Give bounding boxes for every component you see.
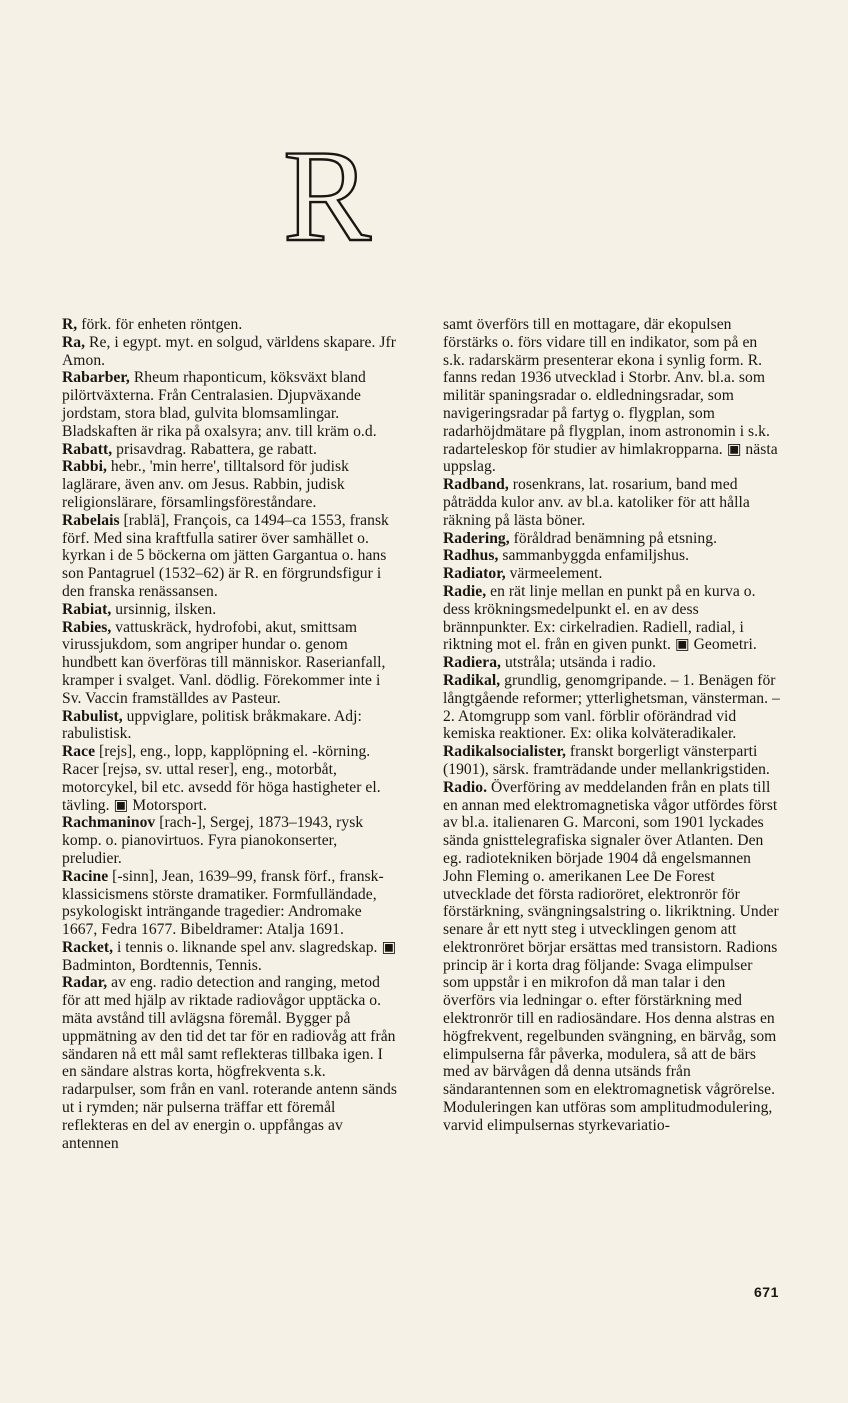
entry-text: en rät linje mellan en punkt på en kurva o. dess krökningsmedelpunkt el. en av dess brännpunkter. Ex: cirkelradien. Radiell, radial, i riktning mot el. från en given punkt. ▣ Geometri. bbox=[443, 582, 757, 654]
entry-headword: Rabbi, bbox=[62, 458, 107, 476]
dictionary-entry bbox=[62, 974, 400, 1152]
entry-headword: Radikalsocialister, bbox=[443, 743, 566, 761]
entry-headword: Radiera, bbox=[443, 654, 502, 672]
entry-headword: Radiator, bbox=[443, 565, 506, 583]
entry-text: [rejs], eng., lopp, kapplöpning el. -körning. Racer [rejsə, sv. uttal reser], eng., motorbåt, motorcykel, bil etc. avsedd för höga hastigheter el. tävling. ▣ Motorsport. bbox=[62, 743, 381, 814]
decorative-initial-r-icon bbox=[265, 140, 389, 248]
svg-text:R: R bbox=[282, 140, 372, 248]
entry-text: i tennis o. liknande spel anv. slagredskap. ▣ Badminton, Bordtennis, Tennis. bbox=[62, 938, 397, 974]
entry-text: franskt borgerligt vänsterparti (1901), särsk. framträdande under mellankrigstiden. bbox=[443, 743, 770, 778]
dictionary-entry bbox=[443, 672, 781, 743]
entry-headword: Ra, bbox=[62, 333, 86, 351]
initial-letter-r bbox=[262, 138, 392, 250]
entry-text: Rheum rhaponticum, köksväxt bland pilörtväxterna. Från Centralasien. Djupväxande jordstam, stora blad, gulvita blomsamlingar. Bladskaften är rika på oxalsyra; anv. till kräm o.d. bbox=[62, 369, 377, 440]
entry-headword: Radie, bbox=[443, 582, 487, 600]
dictionary-entry bbox=[443, 476, 781, 529]
dictionary-entry bbox=[62, 743, 400, 814]
entry-headword: Rachmaninov bbox=[62, 814, 156, 832]
right-column bbox=[443, 316, 781, 1135]
entry-text: värmeelement. bbox=[505, 565, 603, 583]
entry-text: [rach-], Sergej, 1873–1943, rysk komp. o. pianovirtuos. Fyra pianokonserter, preludier. bbox=[62, 814, 364, 867]
entry-text: [rablä], François, ca 1494–ca 1553, fransk förf. Med sina kraftfulla satirer över samhället o. kyrkan i de 5 böckerna om jätten Gargantua o. hans son Pantagruel (1532–62) är R. en förgrundsfigur i den franska renässansen. bbox=[62, 511, 389, 600]
entry-headword: Racine bbox=[62, 867, 109, 885]
dictionary-entry bbox=[443, 530, 781, 548]
dictionary-entry bbox=[62, 814, 400, 867]
dictionary-entry bbox=[62, 369, 400, 440]
entry-headword: Radhus, bbox=[443, 547, 499, 565]
entry-text: förk. för enheten röntgen. bbox=[77, 316, 243, 333]
dictionary-entry bbox=[62, 619, 400, 708]
entry-text: sammanbyggda enfamiljshus. bbox=[498, 547, 690, 565]
entry-text: hebr., 'min herre', tilltalsord för judisk laglärare, även anv. om Jesus. Rabbin, judisk religionslärare, församlingsföreståndare. bbox=[62, 458, 350, 511]
entry-text: samt överförs till en mottagare, där ekopulsen förstärks o. förs vidare till en indikator, som på en s.k. radarskärm presenterar ekona i synlig form. R. fanns redan 1936 utvecklad i Storbr. Anv. bl.a. som militär spaningsradar o. eldledningsradar, som navigeringsradar på fartyg o. flygplan, som radarhöjdmätare på flygplan, inom astronomin i s.k. radarteleskop för studier av himlakropparna. ▣ nästa uppslag. bbox=[443, 316, 778, 476]
entry-headword: Rabies, bbox=[62, 618, 112, 636]
entry-headword: Radio. bbox=[443, 778, 488, 796]
entry-text: av eng. radio detection and ranging, metod för att med hjälp av riktade radiovågor upptäcka o. mäta avstånd till avlägsna föremål. Bygger på uppmätning av den tid det tar för en radiovåg att från sändaren nå ett mål samt reflekteras tillbaka igen. I en sändare alstras korta, högfrekventa s.k. radarpulser, som från en vanl. roterande antenn sänds ut i rymden; när pulserna träffar ett föremål reflekteras en del av energin o. uppfångas av antennen bbox=[62, 974, 397, 1152]
dictionary-entry bbox=[62, 441, 400, 459]
entry-headword: Radband, bbox=[443, 476, 509, 494]
dictionary-entry bbox=[443, 654, 781, 672]
dictionary-entry bbox=[62, 512, 400, 601]
entry-headword: Rabatt, bbox=[62, 440, 113, 458]
dictionary-entry bbox=[62, 316, 400, 334]
entry-text: Överföring av meddelanden från en plats till en annan med elektromagnetiska vågor utfördes först av bl.a. italienaren G. Marconi, som 1901 lyckades sända gnisttelegrafiska signaler över Atlanten. Den eg. radiotekniken började 1904 då engelsmannen John Fleming o. amerikanen Lee De Forest utvecklade det första radioröret, elektronrör för förstärkning, svängningsalstring o. likriktning. Under senare år ett nytt steg i utvecklingen genom att elektronröret börjar ersättas med transistorn. Radions princip är i korta drag följande: Svaga elimpulser som uppstår i en mikrofon då man talar i den överförs via ledningar o. efter förstärkning med elektronrör till en radiosändare. Hos denna alstras en högfrekvent, regelbunden svängning, en bärvåg, som elimpulserna får påverka, modulera, så att de bärs med av bärvågen då denna utsänds från sändarantennen som en elektromagnetisk vågrörelse. Moduleringen kan utföras som amplitudmodulering, varvid elimpulsernas styrkevariatio- bbox=[443, 778, 779, 1134]
entry-text: rosenkrans, lat. rosarium, band med påträdda kulor anv. av bl.a. katoliker för att hålla räkning på lästa böner. bbox=[443, 476, 750, 529]
dictionary-entry bbox=[443, 547, 781, 565]
entry-headword: Rabulist, bbox=[62, 707, 123, 725]
entry-headword: Radering, bbox=[443, 529, 510, 547]
dictionary-entry bbox=[62, 708, 400, 744]
entry-headword: Rabarber, bbox=[62, 369, 130, 387]
dictionary-entry bbox=[62, 334, 400, 370]
dictionary-entry bbox=[62, 458, 400, 511]
dictionary-entry bbox=[443, 743, 781, 779]
left-column bbox=[62, 316, 400, 1152]
page-number: 671 bbox=[754, 1284, 779, 1300]
entry-text: ursinnig, ilsken. bbox=[111, 600, 217, 618]
entry-headword: Radar, bbox=[62, 974, 108, 992]
dictionary-entry bbox=[62, 939, 400, 975]
entry-headword: Racket, bbox=[62, 938, 114, 956]
entry-text: grundlig, genomgripande. – 1. Benägen för långtgående reformer; ytterlighetsman, vänsterman. – 2. Atomgrupp som vanl. förblir oförändrad vid kemiska reaktioner. Ex: olika kolväteradikaler. bbox=[443, 671, 780, 743]
dictionary-entry bbox=[443, 583, 781, 654]
entry-text: föråldrad benämning på etsning. bbox=[509, 529, 718, 547]
entry-headword: Radikal, bbox=[443, 671, 501, 689]
entry-headword: R, bbox=[62, 316, 78, 333]
entry-text: Re, i egypt. myt. en solgud, världens skapare. Jfr Amon. bbox=[62, 333, 397, 369]
entry-headword: Race bbox=[62, 743, 96, 761]
dictionary-entry bbox=[62, 601, 400, 619]
entry-text: prisavdrag. Rabattera, ge rabatt. bbox=[112, 440, 317, 458]
dictionary-entry bbox=[443, 565, 781, 583]
dictionary-entry bbox=[443, 779, 781, 1135]
entry-headword: Rabiat, bbox=[62, 600, 112, 618]
entry-text: uppviglare, politisk bråkmakare. Adj: rabulistisk. bbox=[62, 707, 362, 743]
entry-text: [-sinn], Jean, 1639–99, fransk förf., franskklassicismens störste dramatiker. Formfulländade, psykologiskt inträngande tragedier: Andromake 1667, Fedra 1677. Bibeldramer: Atalja 1691. bbox=[62, 867, 384, 939]
dictionary-entry bbox=[443, 316, 781, 476]
entry-text: vattuskräck, hydrofobi, akut, smittsam virussjukdom, som angriper hundar o. genom hundbett kan överföras till människor. Raserianfall, kramper i svalget. Vanl. dödlig. Förekommer inte i Sv. Vaccin framställdes av Pasteur. bbox=[62, 618, 386, 707]
entry-headword: Rabelais bbox=[62, 511, 120, 529]
dictionary-entry bbox=[62, 868, 400, 939]
entry-text: utstråla; utsända i radio. bbox=[501, 654, 657, 672]
